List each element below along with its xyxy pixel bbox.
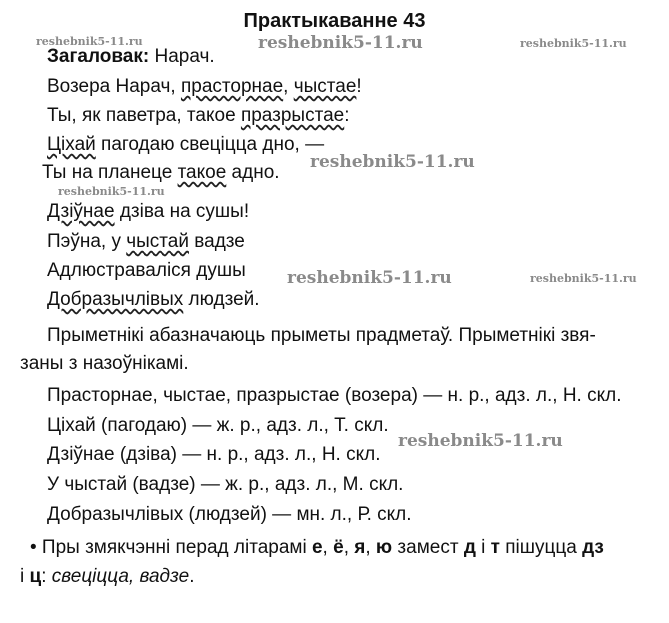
rule-text: ,: [365, 537, 376, 558]
analysis-line: У чыстай (вадзе) — ж. р., адз. л., М. скл.: [47, 474, 404, 495]
adjective: чыстае: [293, 76, 357, 97]
poem-line-7: [47, 260, 246, 282]
rule-line-1: [30, 537, 604, 559]
rule-text: замест: [392, 537, 464, 558]
letter: ё: [333, 537, 344, 558]
watermark: reshebnik5-11.ru: [310, 152, 475, 172]
poem-line-5: [47, 201, 249, 223]
poem-text: дзіва на сушы!: [114, 201, 250, 222]
watermark: reshebnik5-11.ru: [530, 272, 637, 285]
rule-text: :: [41, 566, 52, 587]
heading-label: Загаловак:: [47, 46, 150, 67]
adjective: празрыстае: [240, 105, 345, 126]
poem-text: Ты, як паветра, такое: [47, 105, 241, 126]
poem-text: пагодаю свеціцца дно, —: [95, 134, 325, 155]
rule-text: Пры змякчэнні перад літарамі: [36, 537, 312, 558]
analysis-line: Добразычлівых (людзей) — мн. л., Р. скл.: [47, 504, 412, 525]
poem-text: Адлюстраваліся душы: [47, 260, 246, 281]
poem-line-2: [47, 105, 350, 127]
adjective: прасторнае: [180, 76, 284, 97]
rule-text: .: [189, 566, 195, 587]
poem-text: Возера Нарач,: [47, 76, 181, 97]
poem-line-6: [47, 231, 245, 253]
page-title: Практыкаванне 43: [243, 10, 426, 32]
explanation-line-1: Прыметнікі абазначаюць прыметы прадметаў. Прыметнікі звя-: [47, 325, 596, 346]
letter: ю: [375, 537, 393, 558]
adjective: Добразычлівых: [47, 289, 184, 310]
letter: дз: [582, 537, 604, 558]
poem-text: ,: [283, 76, 294, 97]
poem-text: Ты на планеце: [42, 162, 178, 183]
letter: ц: [29, 566, 42, 587]
poem-text: :: [344, 105, 350, 126]
watermark: reshebnik5-11.ru: [258, 33, 423, 53]
poem-line-3: [47, 134, 324, 156]
heading-line: [47, 46, 215, 68]
rule-line-2: [20, 566, 195, 588]
poem-line-1: [47, 76, 362, 98]
explanation-line-2: заны з назоўнікамі.: [20, 353, 189, 374]
poem-text: людзей.: [183, 289, 260, 310]
letter: д: [463, 537, 476, 558]
watermark: reshebnik5-11.ru: [398, 431, 563, 451]
rule-text: і: [20, 566, 30, 587]
watermark: reshebnik5-11.ru: [287, 268, 452, 288]
analysis-line: Ціхай (пагодаю) — ж. р., адз. л., Т. скл.: [47, 415, 389, 436]
analysis-line: Прасторнае, чыстае, празрыстае (возера) — н. р., адз. л., Н. скл.: [47, 385, 622, 406]
poem-text: Пэўна, у: [47, 231, 127, 252]
watermark: reshebnik5-11.ru: [58, 185, 165, 198]
adjective: такое: [177, 162, 227, 183]
letter: я: [354, 537, 366, 558]
poem-line-8: [47, 289, 260, 311]
rule-text: ,: [343, 537, 355, 558]
adjective: чыстай: [126, 231, 189, 252]
watermark: reshebnik5-11.ru: [36, 35, 143, 48]
example-words: свеціцца, вадзе: [51, 566, 190, 587]
poem-text: !: [356, 76, 362, 97]
analysis-line: Дзіўнае (дзіва) — н. р., адз. л., Н. скл.: [47, 444, 381, 465]
letter: т: [490, 537, 500, 558]
watermark: reshebnik5-11.ru: [520, 37, 627, 50]
adjective: Дзіўнае: [47, 201, 115, 222]
rule-text: пішуцца: [499, 537, 583, 558]
bullet: •: [30, 537, 37, 558]
heading-value: Нарач.: [154, 46, 215, 67]
poem-line-4: [42, 162, 280, 184]
rule-text: і: [475, 537, 491, 558]
adjective: Ціхай: [47, 134, 96, 155]
poem-text: адно.: [226, 162, 280, 183]
poem-text: вадзе: [188, 231, 245, 252]
letter: е: [311, 537, 323, 558]
rule-text: ,: [322, 537, 334, 558]
